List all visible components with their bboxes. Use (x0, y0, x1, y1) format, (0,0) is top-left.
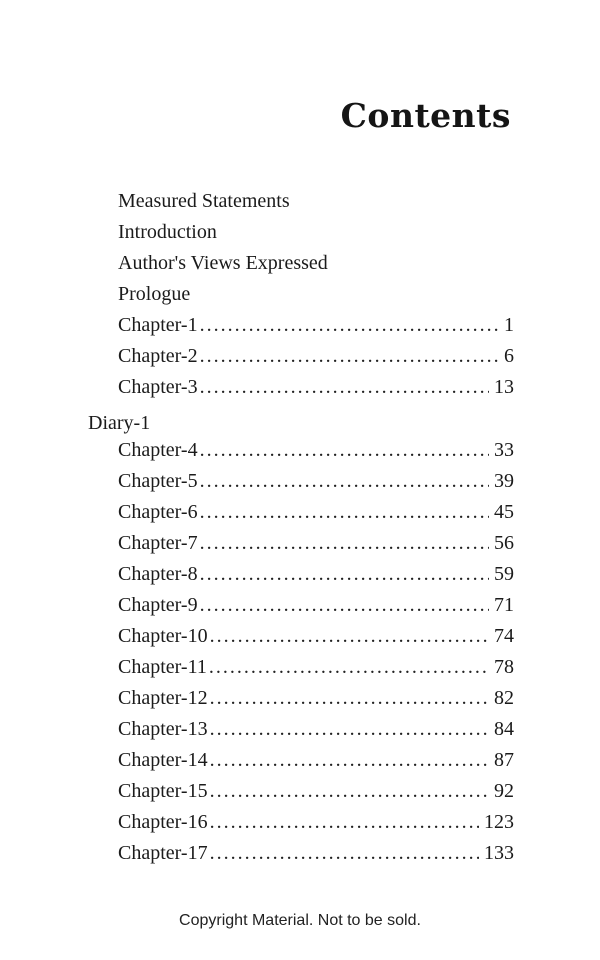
front-matter-row (88, 279, 514, 310)
toc-entry-row (88, 559, 514, 590)
front-matter-label: Introduction (118, 221, 217, 243)
front-matter-label: Author's Views Expressed (118, 252, 328, 274)
toc-entry-label: Chapter-7 (118, 532, 198, 554)
toc-entry-row (88, 372, 514, 403)
dot-leader (200, 497, 489, 528)
toc-entry-row (88, 621, 514, 652)
page-title: Contents (340, 96, 511, 135)
toc-entry-row (88, 435, 514, 466)
toc-entry-page-number: 84 (494, 718, 514, 740)
front-matter-row (88, 217, 514, 248)
toc-entry-page-number: 123 (484, 811, 514, 833)
dot-leader (210, 838, 479, 869)
toc-entry-page-number: 78 (494, 656, 514, 678)
toc-entry-label: Chapter-6 (118, 501, 198, 523)
dot-leader (210, 807, 479, 838)
toc-entry-label: Chapter-3 (118, 376, 198, 398)
toc-entry-page-number: 1 (504, 314, 514, 336)
toc-entry-page-number: 92 (494, 780, 514, 802)
toc-entry-row (88, 528, 514, 559)
section-heading-diary-1: Diary-1 (88, 412, 151, 434)
copyright-notice: Copyright Material. Not to be sold. (179, 912, 421, 929)
table-of-contents (88, 186, 514, 869)
toc-entry-label: Chapter-14 (118, 749, 208, 771)
toc-entry-page-number: 33 (494, 439, 514, 461)
toc-entry-label: Chapter-8 (118, 563, 198, 585)
toc-entry-row (88, 714, 514, 745)
dot-leader (200, 435, 489, 466)
toc-entry-page-number: 71 (494, 594, 514, 616)
toc-entry-page-number: 13 (494, 376, 514, 398)
dot-leader (210, 683, 489, 714)
toc-entry-label: Chapter-1 (118, 314, 198, 336)
toc-entry-row (88, 310, 514, 341)
toc-entry-label: Chapter-17 (118, 842, 208, 864)
toc-entry-row (88, 683, 514, 714)
toc-entry-row (88, 466, 514, 497)
toc-entry-page-number: 82 (494, 687, 514, 709)
dot-leader (210, 776, 489, 807)
toc-entry-page-number: 56 (494, 532, 514, 554)
dot-leader (210, 745, 489, 776)
toc-entry-label: Chapter-9 (118, 594, 198, 616)
dot-leader (200, 310, 499, 341)
toc-entry-row (88, 652, 514, 683)
dot-leader (200, 528, 489, 559)
front-matter-row (88, 248, 514, 279)
toc-entry-page-number: 39 (494, 470, 514, 492)
dot-leader (200, 341, 499, 372)
toc-entry-label: Chapter-11 (118, 656, 207, 678)
dot-leader (210, 621, 489, 652)
dot-leader (200, 590, 489, 621)
toc-entry-page-number: 87 (494, 749, 514, 771)
toc-entry-row (88, 341, 514, 372)
front-matter-list (88, 186, 514, 310)
toc-entry-row (88, 807, 514, 838)
dot-leader (200, 559, 489, 590)
toc-entry-label: Chapter-2 (118, 345, 198, 367)
toc-entry-page-number: 59 (494, 563, 514, 585)
toc-entry-row (88, 838, 514, 869)
toc-entry-label: Chapter-5 (118, 470, 198, 492)
dot-leader (210, 714, 489, 745)
toc-entry-label: Chapter-13 (118, 718, 208, 740)
toc-entry-row (88, 745, 514, 776)
toc-entry-page-number: 133 (484, 842, 514, 864)
chapter-list-part2 (88, 435, 514, 869)
toc-entry-page-number: 74 (494, 625, 514, 647)
chapter-list-part1 (88, 310, 514, 403)
toc-entry-label: Chapter-12 (118, 687, 208, 709)
front-matter-label: Prologue (118, 283, 191, 305)
toc-entry-page-number: 45 (494, 501, 514, 523)
front-matter-row (88, 186, 514, 217)
toc-entry-row (88, 590, 514, 621)
toc-entry-label: Chapter-4 (118, 439, 198, 461)
toc-entry-page-number: 6 (504, 345, 514, 367)
toc-entry-label: Chapter-16 (118, 811, 208, 833)
toc-entry-label: Chapter-15 (118, 780, 208, 802)
dot-leader (200, 372, 489, 403)
front-matter-label: Measured Statements (118, 190, 290, 212)
toc-entry-row (88, 776, 514, 807)
dot-leader (209, 652, 489, 683)
dot-leader (200, 466, 489, 497)
toc-entry-label: Chapter-10 (118, 625, 208, 647)
toc-entry-row (88, 497, 514, 528)
